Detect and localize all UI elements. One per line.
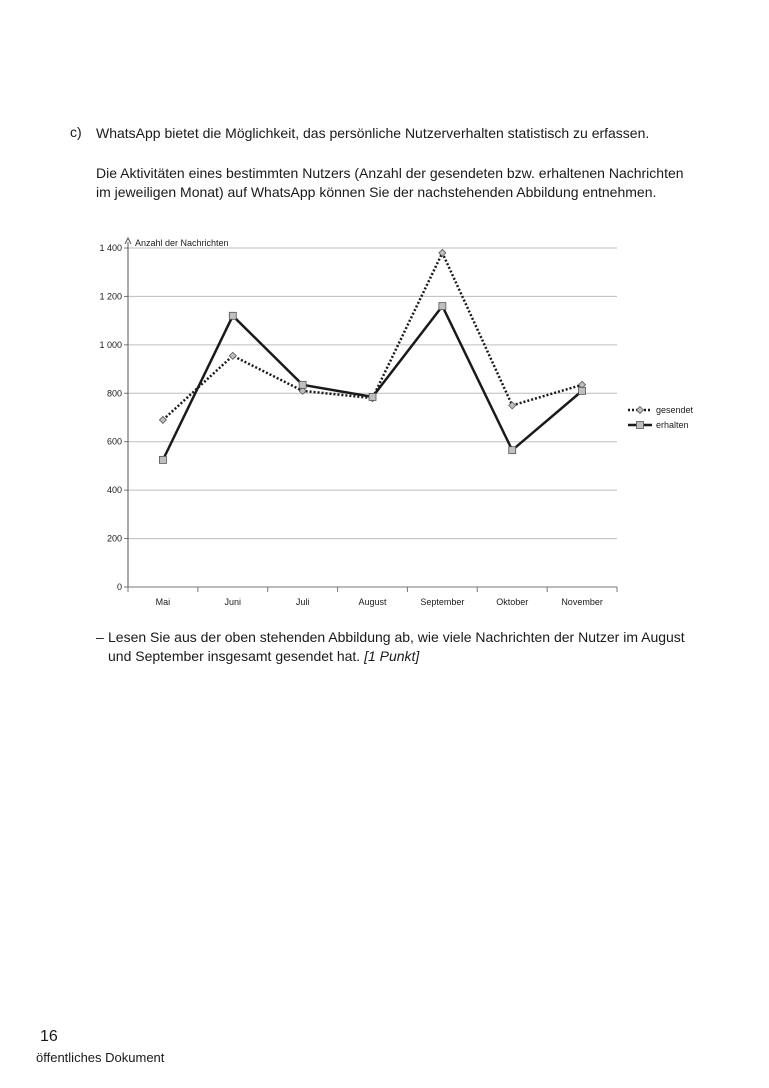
data-point [229,352,236,359]
x-tick-label: Juni [224,597,242,607]
data-point [159,456,166,463]
series-erhalten [159,303,585,464]
x-tick-label: September [420,597,465,607]
y-axis-label: Anzahl der Nachrichten [135,238,229,248]
task-points: [1 Punkt] [364,648,420,664]
x-tick-labels [156,597,603,607]
x-tick-label: Mai [155,597,171,607]
data-point [299,381,306,388]
y-tick-label: 200 [106,533,122,544]
y-tick-label: 400 [106,485,122,496]
data-point [229,312,236,319]
y-tick-label: 600 [106,436,122,447]
x-tick-label: Juli [295,597,310,607]
series-line [163,306,582,460]
y-tick-label: 1 200 [99,291,122,302]
task-dash: – [96,629,104,645]
x-tick-label: August [358,597,387,607]
chart-svg [90,232,710,617]
data-point [637,407,644,414]
intro-paragraph: Die Aktivitäten eines bestimmten Nutzers (Anzahl der gesendeten bzw. erhaltenen Nachrichten im jeweiligen Monat) auf WhatsApp können Sie der nachstehenden Abbildung entnehmen. [96,165,684,200]
line-chart [90,232,710,622]
legend [628,405,694,430]
question-label: c) [70,124,82,140]
data-point [369,393,376,400]
series [159,249,585,463]
data-point [159,416,166,423]
task-item [96,628,696,666]
data-point [509,447,516,454]
task-text: Lesen Sie aus der oben stehenden Abbildung ab, wie viele Nachrichten der Nutzer im August und September insgesamt gesendet hat. [108,629,685,664]
data-point [579,387,586,394]
x-tick-label: Oktober [496,597,529,607]
data-point [439,303,446,310]
y-tick-label: 1 400 [99,243,122,253]
page-number: 16 [40,1028,58,1045]
y-tick-label: 800 [106,388,122,399]
document-label: öffentliches Dokument [36,1050,165,1065]
x-tick-label: November [561,597,603,607]
data-point [637,422,644,429]
y-tick-label: 1 000 [99,339,122,350]
legend-label: erhalten [656,420,689,430]
legend-label: gesendet [656,405,694,415]
y-tick-labels [99,243,122,592]
grid-lines [124,248,617,592]
y-tick-label: 0 [116,582,122,592]
question-text: WhatsApp bietet die Möglichkeit, das persönliche Nutzerverhalten statistisch zu erfassen. [96,125,650,141]
